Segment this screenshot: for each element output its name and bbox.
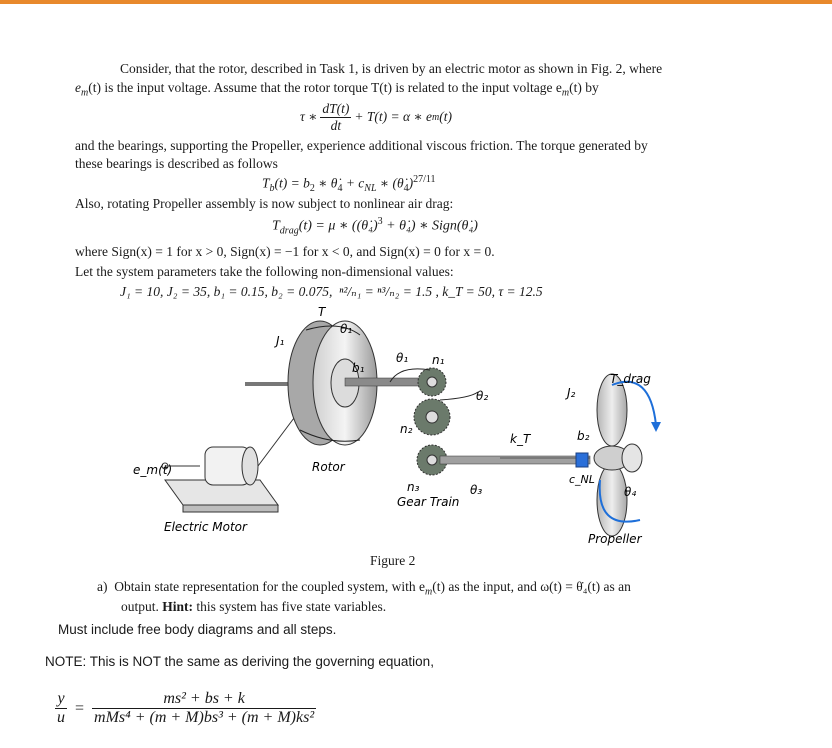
label-J1: J₁ [276,334,285,348]
paragraph-line: these bearings is described as follows [75,156,278,171]
label-T: T [318,305,326,319]
paragraph-line: Let the system parameters take the following non-dimensional values: [75,264,454,279]
label-electric-motor: Electric Motor [164,520,247,534]
label-theta2: θ₂ [476,389,489,403]
label-theta1-top: θ₁ [340,322,353,336]
label-gear-train: Gear Train [397,495,460,509]
question-line: output. Hint: this system has five state variables. [121,599,387,614]
label-J2: J₂ [567,386,576,400]
note-governing: NOTE: This is NOT the same as deriving the governing equation, [45,654,434,669]
paragraph-line: where Sign(x) = 1 for x > 0, Sign(x) = −1 for x < 0, and Sign(x) = 0 for x = 0. [75,244,495,259]
transfer-function: $\frac{y}{u}$ = $\frac{\text{ms² + bs + k}}{\text{mMs⁴ + (m + M)bs³ + (m + M)ks²}}$ [57,690,315,726]
gear-train [414,368,590,475]
electric-motor [162,410,300,512]
equation-drag: $T_{drag}(t) = \mu$ ∗ ((θ̇₄)$^3$ + θ̇₄) ∗ Sign(θ̇₄) [272,216,478,237]
label-cNL: c_NL [569,473,595,486]
label-kT: k_T [510,432,531,446]
label-n2: n₂ [400,422,413,436]
label-theta4: θ₄ [624,485,637,499]
paragraph-line: Also, rotating Propeller assembly is now subject to nonlinear air drag: [75,196,454,211]
label-b2: b₂ [577,429,590,443]
label-theta3: θ₃ [470,483,483,497]
label-theta1-gear: θ₁ [396,351,409,365]
equation-bearing-torque: $T_b(t) = b_2$ ∗ $\thetȧ_4 + c_{NL}$ ∗ $(\thetȧ_4)^{27/11}$ [262,174,436,195]
label-em: e_m(t) [133,463,173,477]
paragraph-line: and the bearings, supporting the Propeller, experience additional viscous friction. The torque generated by [75,138,648,153]
figure-caption: Figure 2 [370,553,416,568]
propeller [594,374,642,536]
label-rotor: Rotor [312,460,345,474]
paragraph-line: $e_m(t)$ is the input voltage. Assume that the rotor torque T(t) is related to the input voltage $e_m(t)$ by [75,80,599,99]
label-propeller: Propeller [588,532,642,546]
equation-torque: τ ∗ $\frac{dT(t)}{dt}$ + T(t) = α ∗ e m (t) [300,100,452,133]
label-Tdrag: T_drag [610,372,651,386]
label-b1: b₁ [352,361,365,375]
note-free-body: Must include free body diagrams and all steps. [58,622,337,637]
label-n1: n₁ [432,353,445,367]
rotor-disk [245,321,425,445]
parameter-values: J₁ = 10, J₂ = 35, b₁ = 0.15, b₂ = 0.075, ⁿ²/ₙ₁ = ⁿ³/ₙ₂ = 1.5 , k_T = 50, τ = 12.5 [120,284,543,299]
question-line: a) Obtain state representation for the coupled system, with $e_m(t)$ as the input, and ω(t) = θ̇₄(t) as an [97,579,631,598]
figure-2-diagram [0,300,832,555]
paragraph-line: Consider, that the rotor, described in Task 1, is driven by an electric motor as shown in Fig. 2, where [120,61,663,76]
top-accent-bar [0,0,832,4]
label-n3: n₃ [407,480,420,494]
